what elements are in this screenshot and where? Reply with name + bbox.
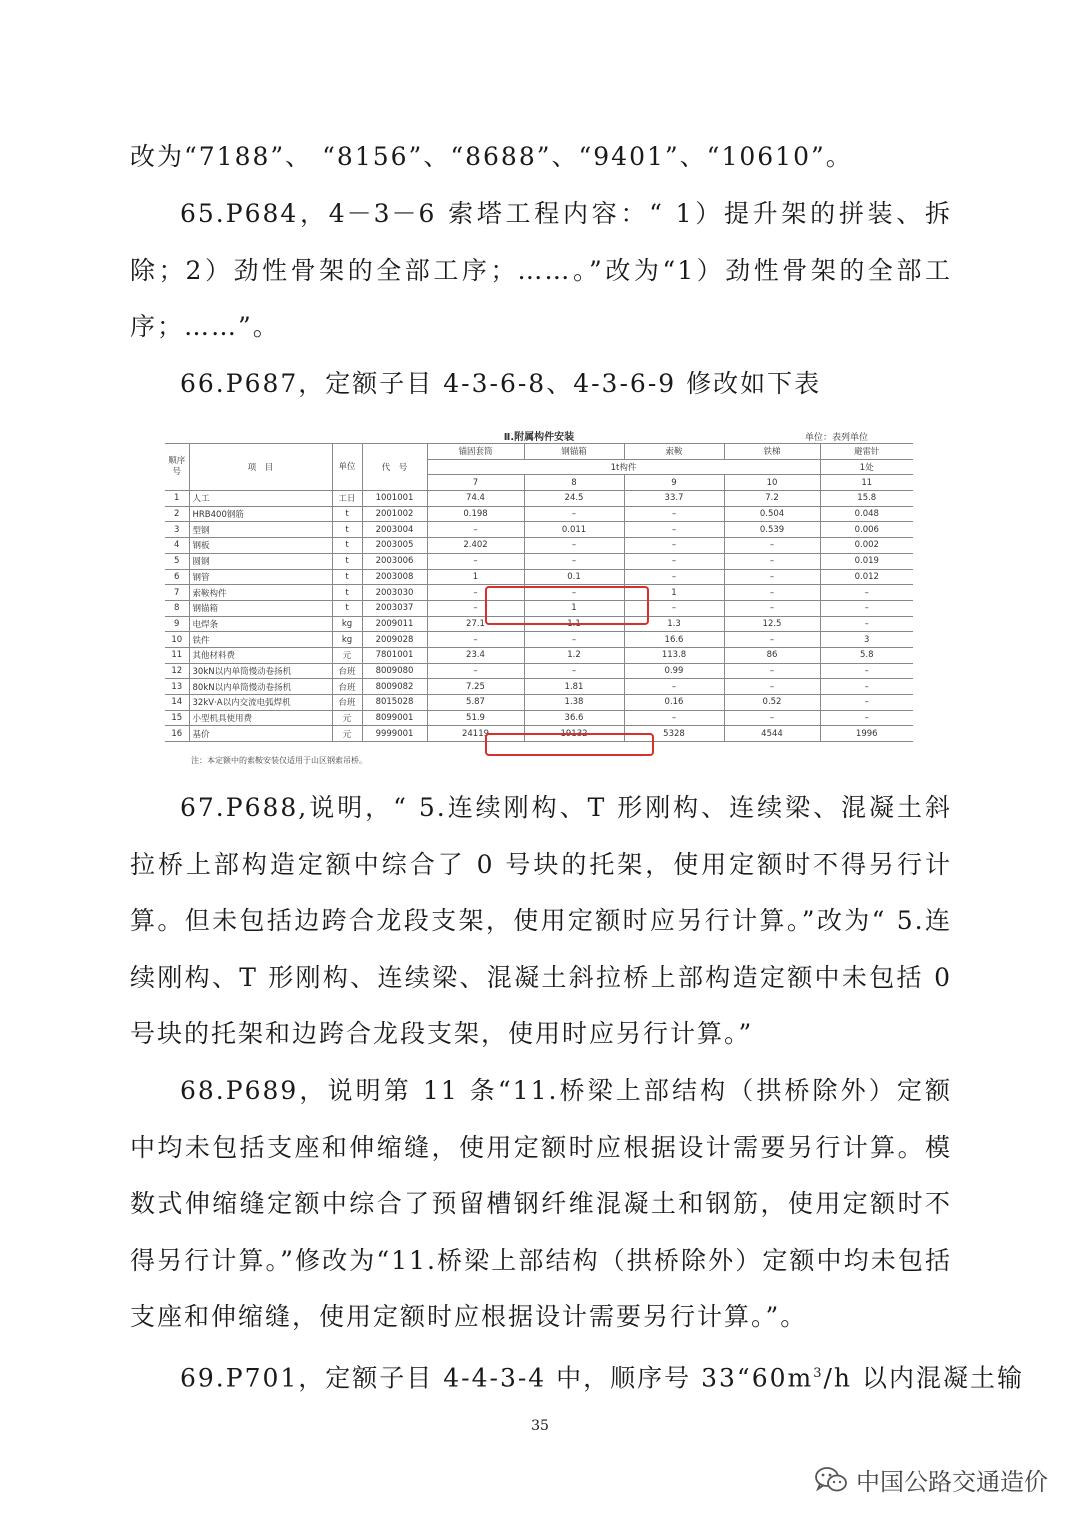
- row-value: –: [427, 522, 524, 538]
- row-value: –: [724, 569, 820, 585]
- watermark-text: 中国公路交通造价: [856, 1468, 1048, 1496]
- row-value: –: [724, 679, 820, 695]
- row-value: 19132: [524, 726, 624, 742]
- table-row: [165, 553, 913, 569]
- row-value: –: [820, 616, 913, 632]
- row-value: –: [724, 538, 820, 554]
- row-unit: 工日: [332, 491, 362, 507]
- row-unit: kg: [332, 632, 362, 648]
- table-row: [165, 522, 913, 538]
- row-unit: t: [332, 538, 362, 554]
- row-value: 0.012: [820, 569, 913, 585]
- row-item-name: 30kN以内单筒慢动卷扬机: [189, 663, 332, 679]
- row-value: 0.048: [820, 506, 913, 522]
- table-row: [165, 663, 913, 679]
- row-unit: 台班: [332, 663, 362, 679]
- row-value: –: [624, 538, 724, 554]
- row-value: –: [820, 710, 913, 726]
- row-value: 3: [820, 632, 913, 648]
- row-number: 9: [165, 616, 189, 632]
- row-value: 16.6: [624, 632, 724, 648]
- row-number: 3: [165, 522, 189, 538]
- row-number: 4: [165, 538, 189, 554]
- row-item-name: 小型机具使用费: [189, 710, 332, 726]
- row-unit: 元: [332, 726, 362, 742]
- row-value: –: [724, 710, 820, 726]
- row-value: –: [724, 553, 820, 569]
- row-unit: 台班: [332, 695, 362, 711]
- table-row: [165, 695, 913, 711]
- table-row: [165, 538, 913, 554]
- row-unit: t: [332, 569, 362, 585]
- row-value: 1.81: [524, 679, 624, 695]
- row-value: –: [427, 585, 524, 601]
- row-code: 7801001: [362, 647, 427, 663]
- header-group: 钢锚箱: [524, 444, 624, 460]
- header-group: 铁梯: [724, 444, 820, 460]
- row-item-name: 32kV·A以内交流电弧焊机: [189, 695, 332, 711]
- row-value: 1.38: [524, 695, 624, 711]
- row-value: 15.8: [820, 491, 913, 507]
- row-value: –: [624, 522, 724, 538]
- row-value: 1.2: [524, 647, 624, 663]
- row-value: 24.5: [524, 491, 624, 507]
- row-number: 16: [165, 726, 189, 742]
- row-number: 6: [165, 569, 189, 585]
- row-item-name: 索鞍构件: [189, 585, 332, 601]
- table-row: [165, 506, 913, 522]
- row-value: –: [624, 679, 724, 695]
- row-unit: t: [332, 585, 362, 601]
- row-number: 5: [165, 553, 189, 569]
- row-code: 2009028: [362, 632, 427, 648]
- row-value: –: [624, 553, 724, 569]
- header-seq: 顺序号: [165, 444, 189, 491]
- row-item-name: 钢管: [189, 569, 332, 585]
- row-number: 11: [165, 647, 189, 663]
- row-item-name: 圆钢: [189, 553, 332, 569]
- paragraph-69: [130, 1346, 1024, 1407]
- row-value: 0.002: [820, 538, 913, 554]
- row-code: 8099001: [362, 710, 427, 726]
- table-row: [165, 679, 913, 695]
- row-value: 1: [427, 569, 524, 585]
- row-value: –: [624, 600, 724, 616]
- row-code: 2003037: [362, 600, 427, 616]
- row-unit: 元: [332, 710, 362, 726]
- row-value: 0.539: [724, 522, 820, 538]
- row-number: 7: [165, 585, 189, 601]
- row-value: –: [427, 632, 524, 648]
- row-value: 36.6: [524, 710, 624, 726]
- row-code: 2001002: [362, 506, 427, 522]
- row-item-name: 人工: [189, 491, 332, 507]
- header-code: 代 号: [362, 444, 427, 491]
- row-value: 0.16: [624, 695, 724, 711]
- watermark: [814, 1462, 1048, 1497]
- row-code: 8009082: [362, 679, 427, 695]
- highlight-box-base-price: [485, 733, 654, 756]
- row-item-name: 基价: [189, 726, 332, 742]
- table-row: [165, 491, 913, 507]
- row-value: 27.1: [427, 616, 524, 632]
- row-item-name: 型钢: [189, 522, 332, 538]
- row-code: 2003008: [362, 569, 427, 585]
- row-value: 86: [724, 647, 820, 663]
- row-value: 1: [624, 585, 724, 601]
- row-value: –: [524, 632, 624, 648]
- header-col-number: 8: [524, 475, 624, 491]
- row-code: 2003004: [362, 522, 427, 538]
- row-number: 8: [165, 600, 189, 616]
- header-col-number: 11: [820, 475, 913, 491]
- row-item-name: 其他材料费: [189, 647, 332, 663]
- row-number: 15: [165, 710, 189, 726]
- row-value: 5.87: [427, 695, 524, 711]
- row-value: 0.52: [724, 695, 820, 711]
- row-value: 5328: [624, 726, 724, 742]
- row-value: –: [724, 585, 820, 601]
- row-value: –: [524, 506, 624, 522]
- row-value: 1.1: [524, 616, 624, 632]
- row-code: 2003005: [362, 538, 427, 554]
- row-value: 7.2: [724, 491, 820, 507]
- row-value: 4544: [724, 726, 820, 742]
- header-unit-row: 1t构件: [427, 459, 820, 475]
- header-col-number: 9: [624, 475, 724, 491]
- table-row: [165, 632, 913, 648]
- row-value: –: [524, 538, 624, 554]
- row-item-name: 铁件: [189, 632, 332, 648]
- row-value: 0.019: [820, 553, 913, 569]
- row-value: –: [820, 663, 913, 679]
- row-value: 0.1: [524, 569, 624, 585]
- paragraph-68: 68.P689，说明第 11 条“11.桥梁上部结构（拱桥除外）定额中均未包括支座和伸缩缝，使用定额时应根据设计需要另行计算。模数式伸缩缝定额中综合了预留槽钢纤维混凝土和钢筋，使用定额时不得另行计算。”修改为“11.桥梁上部结构（拱桥除外）定额中均未包括支座和伸缩缝，使用定额时应根据设计需要另行计算。”。: [130, 1076, 952, 1331]
- row-value: 1.3: [624, 616, 724, 632]
- header-group: 锚固套筒: [427, 444, 524, 460]
- row-value: 24119: [427, 726, 524, 742]
- row-value: –: [624, 506, 724, 522]
- row-value: 0.006: [820, 522, 913, 538]
- row-item-name: 钢锚箱: [189, 600, 332, 616]
- row-value: 74.4: [427, 491, 524, 507]
- row-number: 1: [165, 491, 189, 507]
- row-unit: t: [332, 506, 362, 522]
- header-col-number: 10: [724, 475, 820, 491]
- row-value: 113.8: [624, 647, 724, 663]
- row-value: 7.25: [427, 679, 524, 695]
- row-value: 1: [524, 600, 624, 616]
- row-value: –: [524, 663, 624, 679]
- row-value: –: [820, 695, 913, 711]
- paragraph-69-text-b: /h 以内混凝土输: [823, 1363, 1024, 1393]
- row-number: 13: [165, 679, 189, 695]
- row-item-name: HRB400钢筋: [189, 506, 332, 522]
- superscript: 3: [813, 1366, 824, 1381]
- row-code: 2003006: [362, 553, 427, 569]
- paragraph-continuation: 改为“7188”、 “8156”、“8688”、“9401”、“10610”。: [130, 142, 853, 171]
- header-item: 项 目: [189, 444, 332, 491]
- row-value: 0.011: [524, 522, 624, 538]
- row-value: 1996: [820, 726, 913, 742]
- row-code: 2003030: [362, 585, 427, 601]
- row-value: 51.9: [427, 710, 524, 726]
- row-unit: t: [332, 553, 362, 569]
- row-number: 2: [165, 506, 189, 522]
- header-col-number: 7: [427, 475, 524, 491]
- row-value: –: [427, 663, 524, 679]
- paragraph-66: 66.P687，定额子目 4-3-6-8、4-3-6-9 修改如下表: [180, 369, 822, 398]
- row-unit: t: [332, 522, 362, 538]
- row-value: –: [820, 585, 913, 601]
- wechat-icon: [814, 1466, 848, 1494]
- header-group: 避雷针: [820, 444, 913, 460]
- table-unit: 单位：表列单位: [804, 433, 868, 443]
- table-row: [165, 710, 913, 726]
- row-number: 14: [165, 695, 189, 711]
- row-item-name: 80kN以内单筒慢动卷扬机: [189, 679, 332, 695]
- row-value: –: [624, 569, 724, 585]
- header-unit: 单位: [332, 444, 362, 491]
- row-value: –: [724, 600, 820, 616]
- row-value: 2.402: [427, 538, 524, 554]
- paragraph-67: 67.P688,说明，“ 5.连续刚构、T 形刚构、连续梁、混凝土斜拉桥上部构造定额中综合了 0 号块的托架，使用定额时不得另行计算。但未包括边跨合龙段支架，使用定额时应另行计算。”改为“ 5.连续刚构、T 形刚构、连续梁、混凝土斜拉桥上部构造定额中未包括 0 号块的托架和边跨合龙段支架，使用时应另行计算。”: [130, 793, 952, 1048]
- row-number: 10: [165, 632, 189, 648]
- row-code: 8009080: [362, 663, 427, 679]
- row-value: –: [427, 553, 524, 569]
- row-item-name: 电焊条: [189, 616, 332, 632]
- row-value: 0.198: [427, 506, 524, 522]
- row-code: 9999001: [362, 726, 427, 742]
- row-value: –: [524, 553, 624, 569]
- row-value: –: [820, 600, 913, 616]
- table-note: 注：本定额中的索鞍安装仅适用于山区钢索吊桥。: [191, 756, 367, 765]
- row-value: 5.8: [820, 647, 913, 663]
- row-value: –: [724, 663, 820, 679]
- page-number: 35: [531, 1418, 549, 1434]
- row-value: –: [427, 600, 524, 616]
- row-number: 12: [165, 663, 189, 679]
- header-group: 索鞍: [624, 444, 724, 460]
- paragraph-69-text-a: 69.P701，定额子目 4-4-3-4 中，顺序号 33“60m: [180, 1363, 814, 1393]
- header-unit-row: 1处: [820, 459, 913, 475]
- row-value: 33.7: [624, 491, 724, 507]
- row-code: 8015028: [362, 695, 427, 711]
- row-value: –: [724, 632, 820, 648]
- row-unit: 元: [332, 647, 362, 663]
- row-unit: 台班: [332, 679, 362, 695]
- table-title: Ⅱ.附属构件安装: [503, 432, 575, 443]
- row-item-name: 钢板: [189, 538, 332, 554]
- paragraph-65: 65.P684，4－3－6 索塔工程内容：“ 1）提升架的拼装、拆除；2）劲性骨架的全部工序；……。”改为“1）劲性骨架的全部工序；……”。: [130, 199, 952, 341]
- table-row: [165, 647, 913, 663]
- row-code: 2009011: [362, 616, 427, 632]
- row-value: –: [820, 679, 913, 695]
- row-value: 0.99: [624, 663, 724, 679]
- row-value: –: [524, 585, 624, 601]
- row-unit: t: [332, 600, 362, 616]
- row-code: 1001001: [362, 491, 427, 507]
- row-value: 12.5: [724, 616, 820, 632]
- highlight-box-rows-7-8: [485, 586, 649, 625]
- table-row: [165, 569, 913, 585]
- row-value: 0.504: [724, 506, 820, 522]
- row-value: 23.4: [427, 647, 524, 663]
- row-value: –: [624, 710, 724, 726]
- row-unit: kg: [332, 616, 362, 632]
